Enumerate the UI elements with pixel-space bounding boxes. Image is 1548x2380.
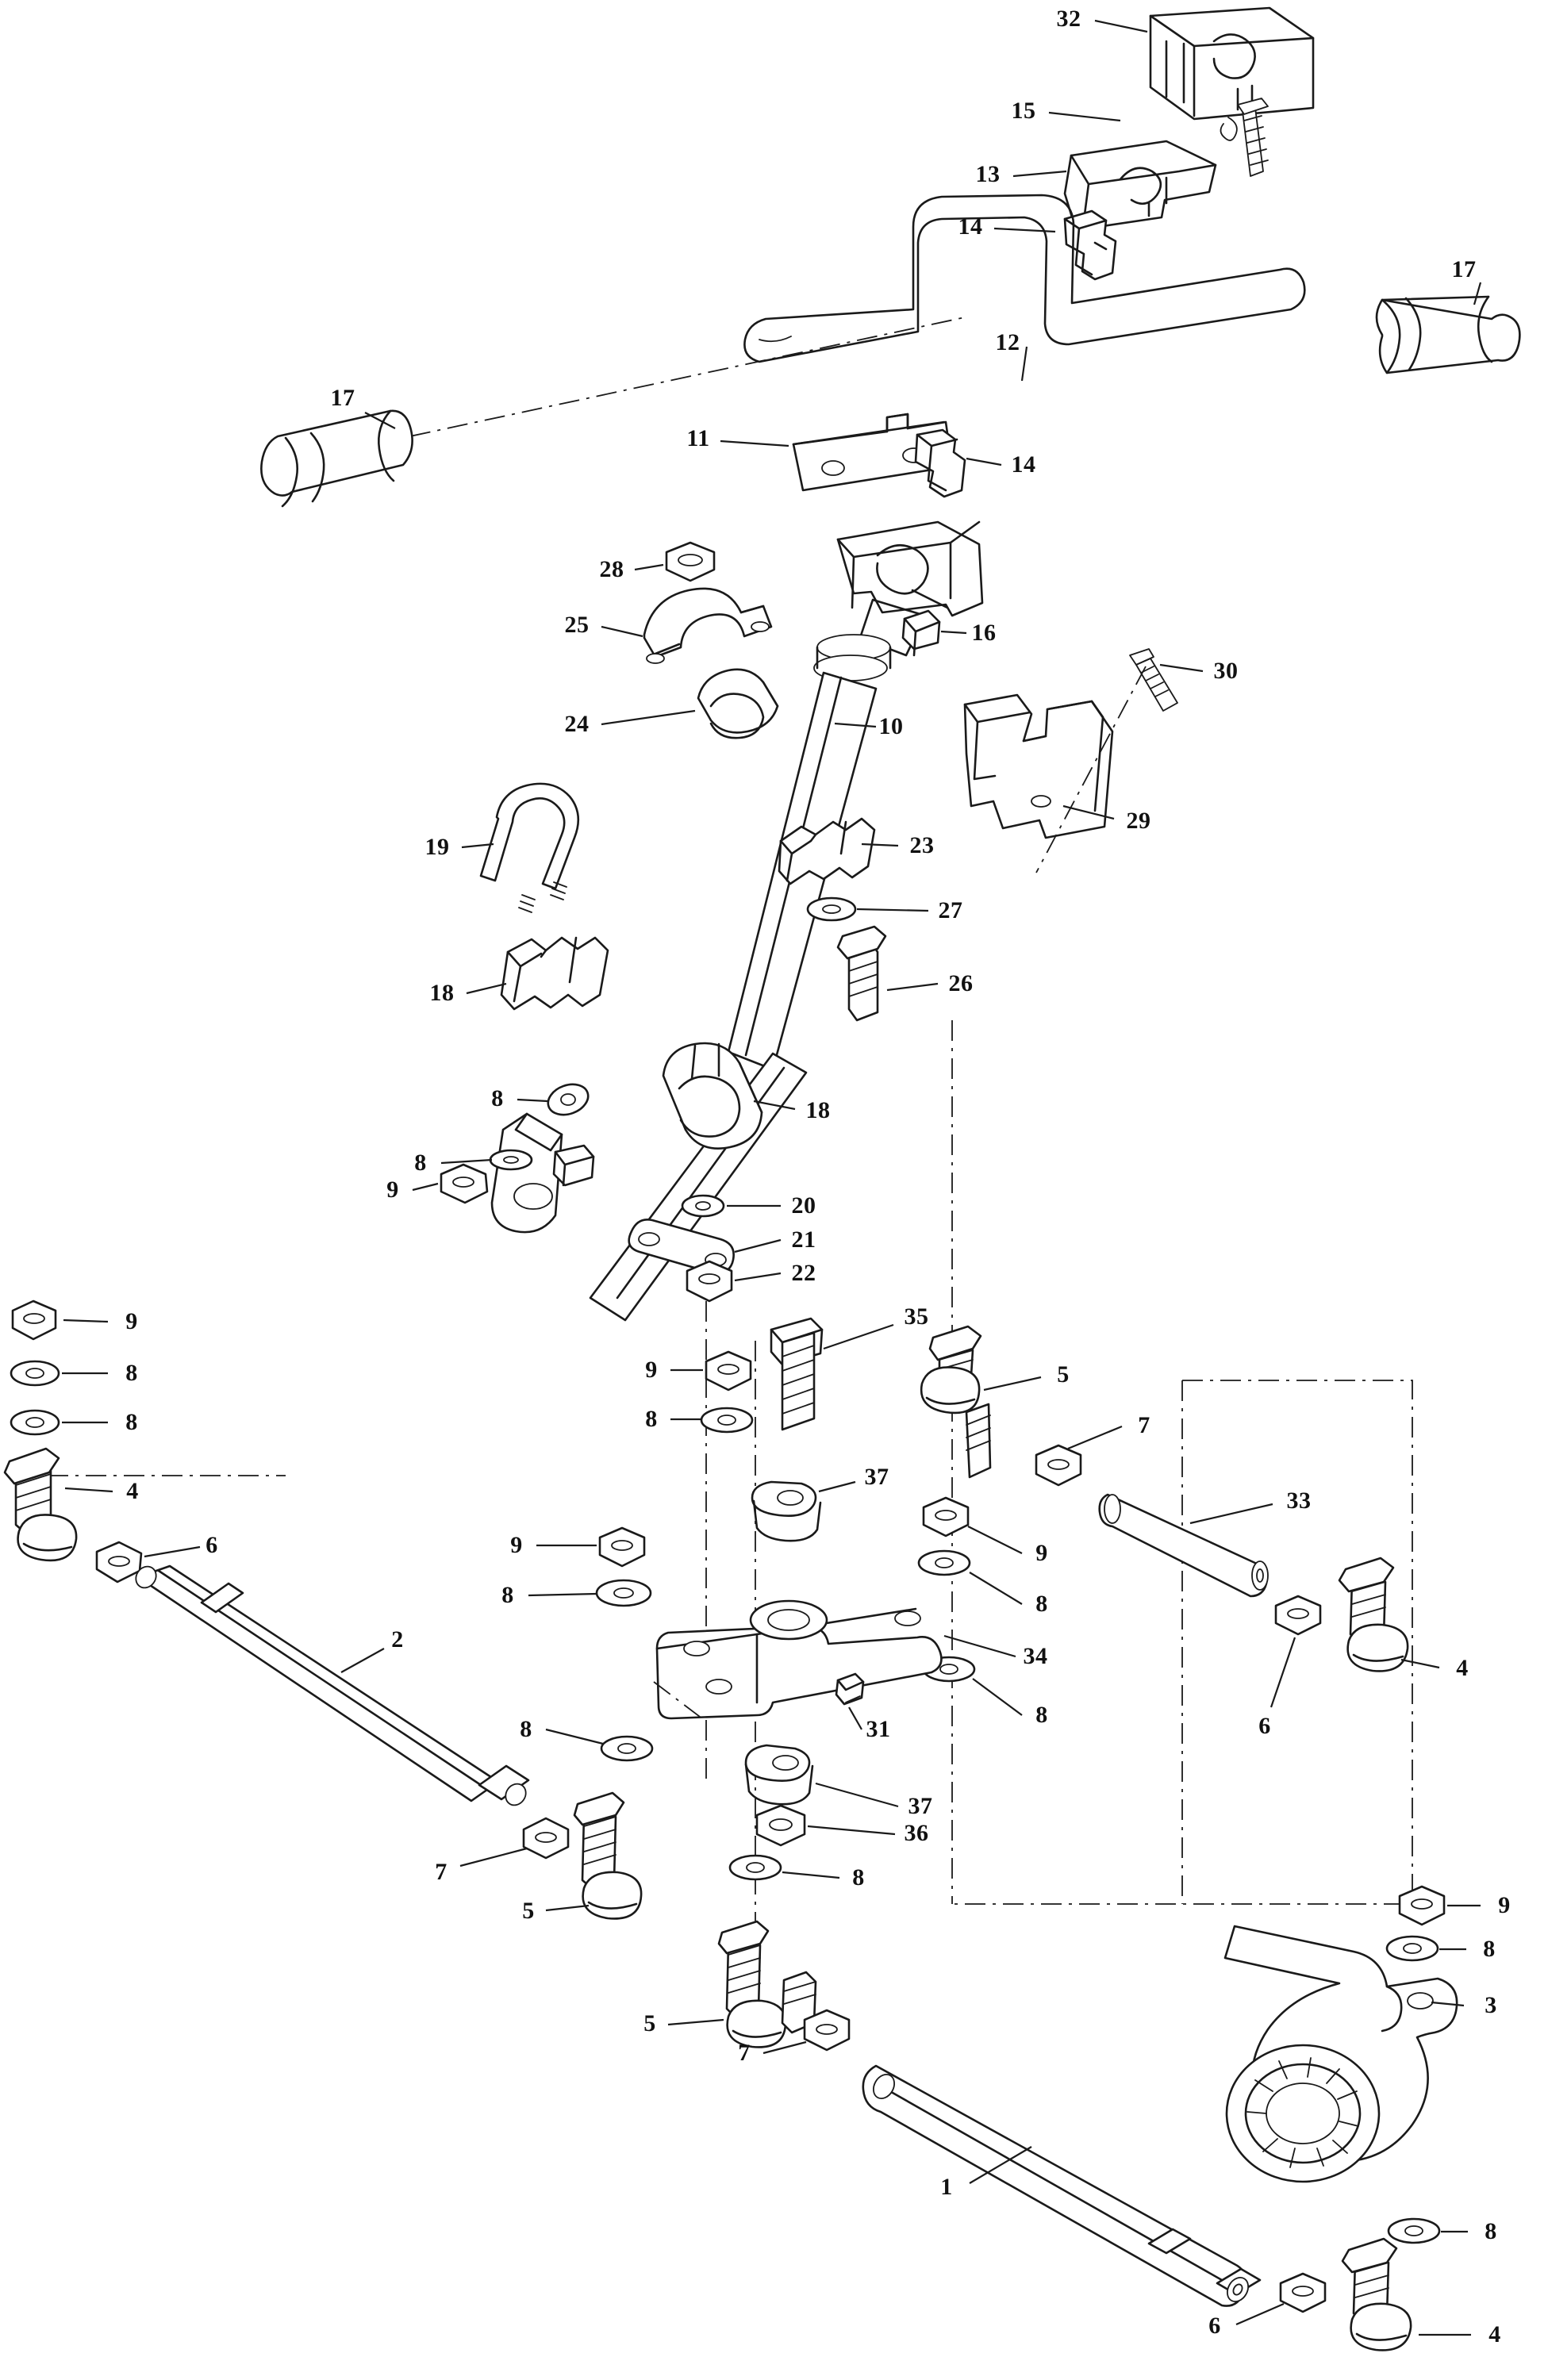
callout-31: 31 (866, 1716, 891, 1742)
callout-23: 23 (909, 832, 935, 858)
part-34-spindle-plate (657, 1601, 941, 1718)
callout-8-b: 8 (414, 1150, 427, 1176)
callout-1: 1 (940, 2174, 953, 2200)
part-7-nut-upper-right (1036, 1445, 1081, 1485)
part-27-washer (808, 898, 855, 920)
part-9-nut-left (13, 1301, 56, 1339)
callout-8-e: 8 (645, 1406, 658, 1432)
callout-5-b: 5 (522, 1898, 535, 1924)
callout-9-e: 9 (1035, 1540, 1048, 1566)
callout-14-lower: 14 (1011, 451, 1036, 478)
callout-18-lower: 18 (805, 1097, 831, 1123)
callout-37-upper: 37 (864, 1464, 889, 1490)
part-2-tie-rod (132, 1563, 530, 1810)
callout-24: 24 (564, 711, 590, 737)
callout-17-right: 17 (1451, 256, 1477, 282)
part-7-nut-left (524, 1818, 568, 1858)
part-18-clamp-upper (501, 938, 608, 1009)
part-9-nut-plate-right (924, 1498, 968, 1536)
part-6-nut-right (1276, 1596, 1320, 1634)
part-8-washer-right-bottom-2 (1389, 2219, 1439, 2243)
part-5-ball-joint-upper-right (921, 1326, 990, 1477)
callout-9-b: 9 (125, 1308, 138, 1334)
part-26-bolt (838, 927, 885, 1020)
part-8-washer-lower-left (601, 1737, 652, 1760)
part-24-bushing (698, 670, 778, 738)
callout-27: 27 (938, 897, 963, 923)
callout-4-a: 4 (126, 1478, 139, 1504)
part-4-ball-joint-right (1339, 1558, 1408, 1671)
callout-29: 29 (1126, 808, 1151, 834)
part-8-washer-plate-right-1 (919, 1551, 970, 1575)
callout-11: 11 (686, 425, 710, 451)
callout-32: 32 (1056, 6, 1081, 32)
part-17-grip-right (1377, 297, 1519, 373)
callout-6-c: 6 (1208, 2313, 1221, 2339)
callout-19: 19 (424, 834, 450, 860)
callout-15: 15 (1011, 98, 1036, 124)
callout-8-g: 8 (1035, 1591, 1048, 1617)
callout-9-c: 9 (645, 1357, 658, 1383)
part-9-nut-right-bottom (1400, 1887, 1444, 1925)
callout-20: 20 (791, 1192, 816, 1219)
callout-5-a: 5 (1057, 1361, 1070, 1388)
part-31-bolt (836, 1674, 863, 1704)
part-12-handlebar (744, 195, 1304, 362)
callout-33: 33 (1286, 1488, 1312, 1514)
callout-9-d: 9 (510, 1532, 523, 1558)
callout-9-f: 9 (1498, 1892, 1511, 1918)
callout-7-c: 7 (738, 2040, 751, 2066)
callout-6-b: 6 (1258, 1713, 1271, 1739)
callout-14-upper: 14 (958, 213, 983, 240)
callout-5-c: 5 (643, 2010, 656, 2036)
callout-30: 30 (1213, 658, 1239, 684)
callout-10: 10 (878, 713, 904, 739)
part-37-bushing-lower (746, 1745, 812, 1804)
part-8-washer-centre-upper (701, 1408, 752, 1432)
part-8-washer-right-bottom-1 (1387, 1937, 1438, 1960)
part-clevis-lower-link (441, 1079, 593, 1232)
part-30-screw (1130, 649, 1177, 711)
callout-6-a: 6 (206, 1532, 218, 1558)
part-8-washer-centre-lower (730, 1856, 781, 1879)
part-36-nut (757, 1806, 805, 1845)
callout-8-a: 8 (491, 1085, 504, 1111)
callout-18-upper: 18 (429, 980, 455, 1006)
callout-2: 2 (391, 1626, 404, 1653)
callout-34: 34 (1023, 1643, 1048, 1669)
callout-8-f: 8 (501, 1582, 514, 1608)
part-33-spacer-tube (1100, 1495, 1268, 1596)
part-9-nut-centre-upper (706, 1352, 751, 1390)
callout-36: 36 (904, 1820, 929, 1846)
callout-4-c: 4 (1488, 2321, 1501, 2347)
callout-37-lower: 37 (908, 1793, 933, 1819)
callout-22: 22 (791, 1260, 816, 1286)
callout-8-c: 8 (125, 1360, 138, 1386)
callout-17-left: 17 (330, 385, 355, 411)
callout-16: 16 (971, 620, 997, 646)
callout-28: 28 (599, 556, 624, 582)
callout-35: 35 (904, 1303, 929, 1330)
part-5-ball-joint-centre-lower (719, 1921, 816, 2047)
part-6-nut-left (97, 1542, 141, 1582)
part-9-nut-plate-left (600, 1528, 644, 1566)
callout-8-l: 8 (1485, 2218, 1497, 2244)
callout-7-b: 7 (435, 1859, 447, 1885)
callout-4-b: 4 (1456, 1655, 1469, 1681)
callout-8-i: 8 (1035, 1702, 1048, 1728)
part-1-drag-link (863, 2066, 1260, 2306)
part-4-ball-joint-bottom-right (1342, 2239, 1411, 2350)
part-8-washer-left-2 (11, 1411, 59, 1434)
part-8-washer-plate-left (597, 1580, 651, 1606)
part-28-nut (666, 543, 714, 581)
callout-7-a: 7 (1138, 1412, 1150, 1438)
part-35-bolt (771, 1319, 822, 1430)
part-29-bracket (965, 695, 1112, 838)
part-7-nut-centre-lower (805, 2010, 849, 2050)
callout-3: 3 (1485, 1992, 1497, 2018)
callout-21: 21 (791, 1226, 816, 1253)
callout-8-j: 8 (852, 1864, 865, 1891)
part-37-bushing-upper (752, 1482, 820, 1541)
part-19-u-bolt (481, 784, 578, 912)
callout-8-h: 8 (520, 1716, 532, 1742)
part-15-screw (1220, 117, 1236, 140)
part-3-pitman-arm (1225, 1926, 1457, 2182)
part-25-u-clamp (644, 589, 771, 663)
callout-13: 13 (975, 161, 1001, 187)
part-6-nut-bottom-right (1281, 2274, 1325, 2312)
part-8-washer-left-1 (11, 1361, 59, 1385)
callout-12: 12 (995, 329, 1020, 355)
part-14-clip-lower (916, 430, 965, 497)
callout-8-d: 8 (125, 1409, 138, 1435)
callout-26: 26 (948, 970, 974, 996)
part-4-ball-joint-left (5, 1449, 76, 1560)
callout-9-a: 9 (386, 1177, 399, 1203)
part-5-ball-joint-left-lower (574, 1793, 641, 1918)
callout-25: 25 (564, 612, 590, 638)
callout-8-k: 8 (1483, 1936, 1496, 1962)
